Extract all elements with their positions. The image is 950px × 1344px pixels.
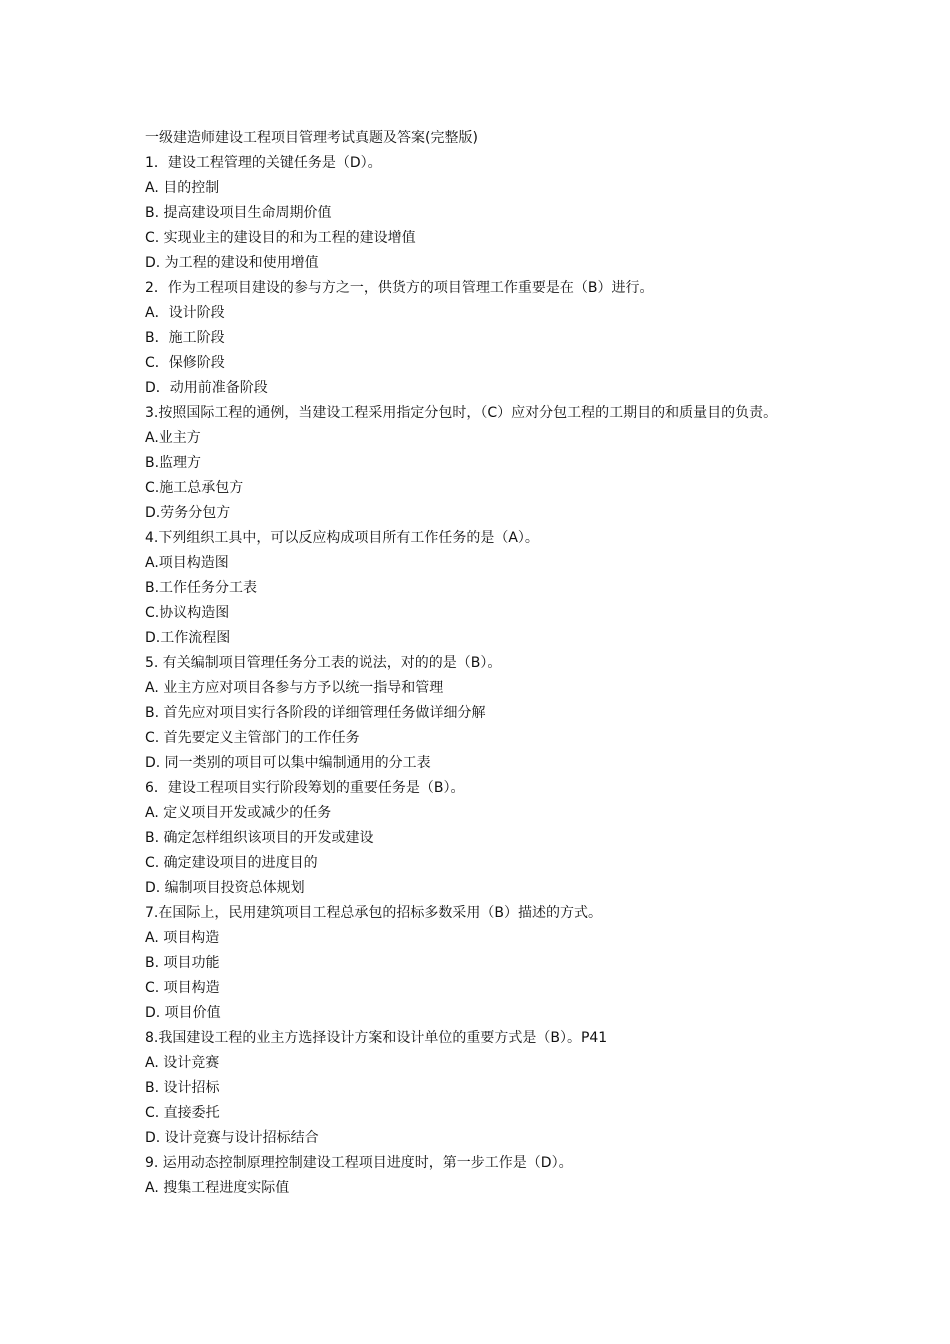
question-option: D. 为工程的建设和使用增值 <box>145 255 319 271</box>
question-option: A．设计阶段 <box>145 305 225 321</box>
question-option: D. 项目价值 <box>145 1005 221 1021</box>
question-option: A. 定义项目开发或减少的任务 <box>145 805 332 821</box>
question-option: C．保修阶段 <box>145 355 225 371</box>
question-option: A. 项目构造 <box>145 930 220 946</box>
question-option: A. 业主方应对项目各参与方予以统一指导和管理 <box>145 680 444 696</box>
question-option: A. 目的控制 <box>145 180 220 196</box>
question-option: B. 确定怎样组织该项目的开发或建设 <box>145 830 374 846</box>
question-option: B. 首先应对项目实行各阶段的详细管理任务做详细分解 <box>145 705 486 721</box>
question-option: D. 设计竞赛与设计招标结合 <box>145 1130 319 1146</box>
question-stem: 8.我国建设工程的业主方选择设计方案和设计单位的重要方式是（B）。P41 <box>145 1030 608 1046</box>
question-option: B. 设计招标 <box>145 1080 220 1096</box>
question-option: C.协议构造图 <box>145 605 230 621</box>
question-option: C. 首先要定义主管部门的工作任务 <box>145 730 360 746</box>
question-option: A.项目构造图 <box>145 555 229 571</box>
question-option: D.劳务分包方 <box>145 505 231 521</box>
question-option: C. 实现业主的建设目的和为工程的建设增值 <box>145 230 416 246</box>
question-option: A. 设计竞赛 <box>145 1055 220 1071</box>
question-option: B．施工阶段 <box>145 330 225 346</box>
question-stem: 7.在国际上，民用建筑项目工程总承包的招标多数采用（B）描述的方式。 <box>145 905 602 921</box>
question-option: B.监理方 <box>145 455 202 471</box>
question-stem: 4.下列组织工具中，可以反应构成项目所有工作任务的是（A）。 <box>145 530 539 546</box>
question-stem: 5. 有关编制项目管理任务分工表的说法，对的的是（B）。 <box>145 655 502 671</box>
question-option: D．动用前准备阶段 <box>145 380 268 396</box>
question-option: C. 直接委托 <box>145 1105 220 1121</box>
question-option: B.工作任务分工表 <box>145 580 258 596</box>
question-option: A.业主方 <box>145 430 201 446</box>
question-stem: 1．建设工程管理的关键任务是（D）。 <box>145 155 382 171</box>
document-title: 一级建造师建设工程项目管理考试真题及答案(完整版) <box>145 130 478 146</box>
question-stem: 2．作为工程项目建设的参与方之一，供货方的项目管理工作重要是在（B）进行。 <box>145 280 654 296</box>
question-option: D. 同一类别的项目可以集中编制通用的分工表 <box>145 755 431 771</box>
question-option: C. 确定建设项目的进度目的 <box>145 855 318 871</box>
question-stem: 6．建设工程项目实行阶段筹划的重要任务是（B）。 <box>145 780 465 796</box>
document-content <box>145 126 810 1201</box>
question-option: C.施工总承包方 <box>145 480 244 496</box>
question-option: A. 搜集工程进度实际值 <box>145 1180 290 1196</box>
question-option: C. 项目构造 <box>145 980 220 996</box>
question-option: B. 提高建设项目生命周期价值 <box>145 205 332 221</box>
question-option: B. 项目功能 <box>145 955 220 971</box>
question-stem: 3.按照国际工程的通例，当建设工程采用指定分包时，（C）应对分包工程的工期目的和质量目的负责。 <box>145 405 778 421</box>
question-stem: 9. 运用动态控制原理控制建设工程项目进度时，第一步工作是（D）。 <box>145 1155 573 1171</box>
question-option: D.工作流程图 <box>145 630 231 646</box>
question-option: D. 编制项目投资总体规划 <box>145 880 305 896</box>
